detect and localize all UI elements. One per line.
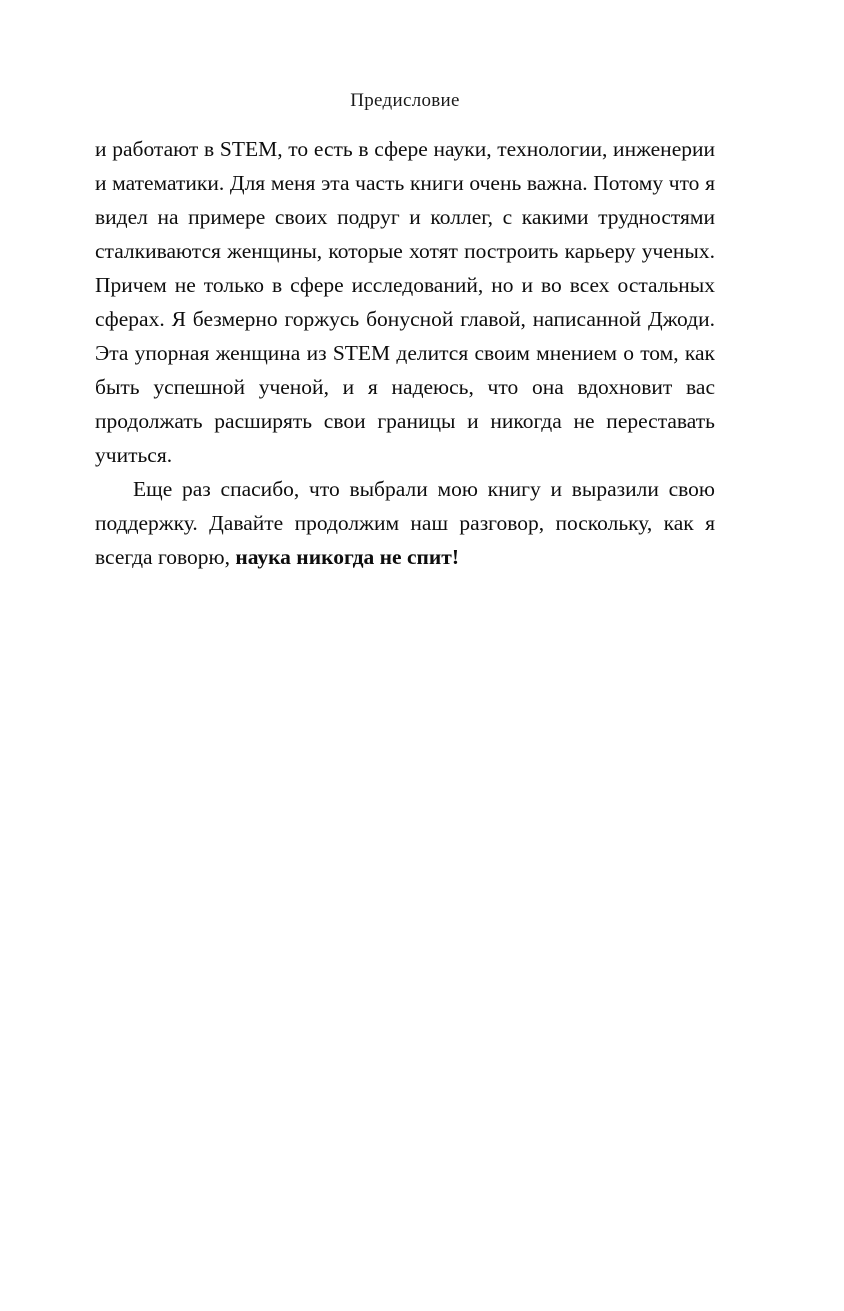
paragraph-closing-bold-text: наука никогда не спит! [235,545,459,569]
body-text [95,132,715,574]
running-head: Предисловие [350,90,460,111]
paragraph-closing-text: Еще раз спасибо, что выбрали мою книгу и выразили свою поддержку. Давайте продолжим наш разговор, поскольку, как я всегда говорю, [95,477,715,569]
paragraph-continued: и работают в STEM, то есть в сфере науки, технологии, инженерии и математики. Для меня эта часть книги очень важна. Потому что я видел на примере своих подруг и коллег, с какими трудностями сталкиваются женщины, которые хотят построить карьеру ученых. Причем не только в сфере исследований, но и во всех остальных сферах. Я безмерно горжусь бонусной главой, написанной Джоди. Эта упорная женщина из STEM делится своим мнением о том, как быть успешной ученой, и я надеюсь, что она вдохновит вас продолжать расширять свои границы и никогда не переставать учиться. [95,137,715,467]
paragraph-closing [95,472,715,574]
